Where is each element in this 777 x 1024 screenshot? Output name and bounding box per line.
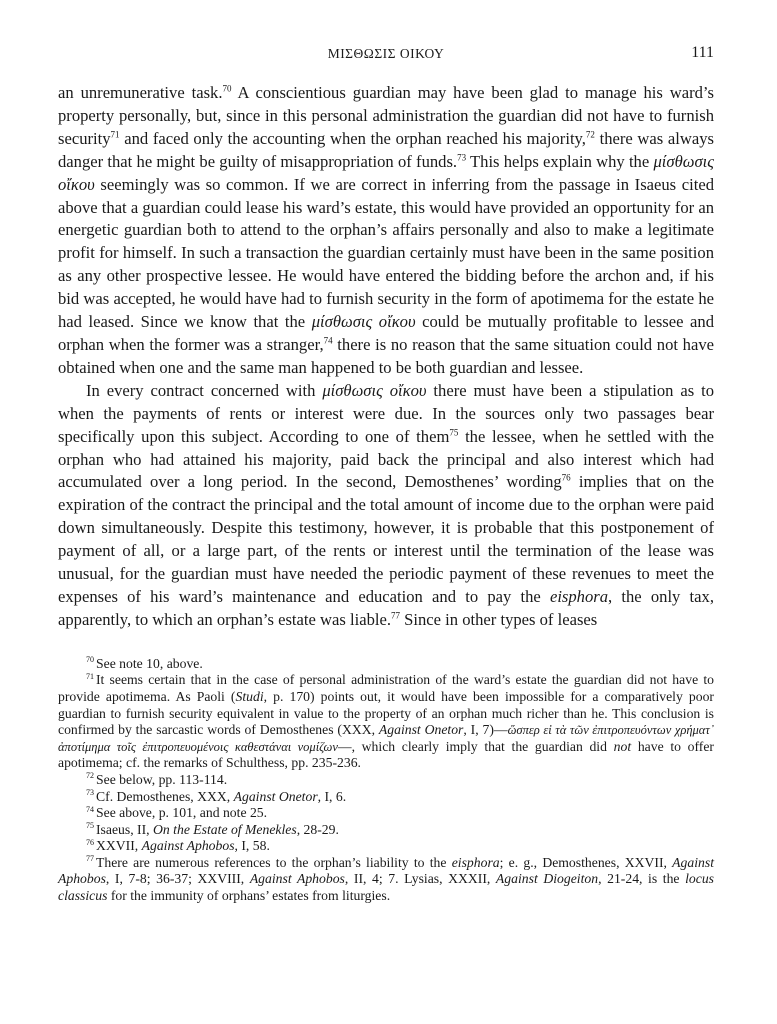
footnote-72 [58, 772, 714, 789]
footnote-text: have to offer apotimema; cf. the remarks of Schulthess, pp. 235-236. [58, 738, 714, 771]
footnote-text: XXVII, [96, 838, 142, 854]
text-run: This helps explain why the [466, 151, 654, 171]
italic-term: eisphora [451, 854, 500, 870]
footnote-76 [58, 838, 714, 855]
footnote-ref[interactable]: 74 [323, 335, 333, 346]
footnote-number: 76 [86, 837, 94, 847]
footnote-text: Cf. Demosthenes, XXX, [96, 788, 234, 804]
footnote-70 [58, 656, 714, 673]
text-run: A conscientious guardian may have been glad to manage his ward’s property personally, but, since in this personal administration the guardian did not have to furnish security [58, 83, 714, 148]
italic-emphasis: not [613, 738, 632, 754]
footnote-text: , I, 7)— [463, 722, 508, 738]
footnote-text: , II, 4; 7. Lysias, XXXII, [344, 871, 496, 887]
text-run: Since in other types of leases [400, 609, 598, 629]
text-run: there was always danger that he might be guilty of misappropriation of funds. [58, 128, 714, 171]
footnote-73 [58, 789, 714, 806]
text-run: and faced only the accounting when the orphan reached his majority, [119, 128, 586, 148]
italic-title: Against Diogeiton [495, 871, 599, 887]
footnote-ref[interactable]: 76 [561, 472, 571, 483]
text-run: there must have been a stipulation as to when the payments of rents or interest were due. In the sources only two passages bear specifically upon this subject. According to one of them [58, 380, 715, 446]
greek-term: μίσθωσις οἴκου [311, 312, 416, 332]
italic-title: Studi [235, 688, 264, 704]
footnote-ref[interactable]: 72 [585, 129, 595, 140]
text-run: implies that on the expiration of the contract the principal and the total amount of income due to the orphan were paid down simultaneously. Despite this testimony, however, it is probable that this postponement of payment of all, or a large part, of the rents or interest until the termination of the lease was unusual, for the guardian must have needed the periodic payment of these revenues to meet the expenses of his ward’s maintenance and education and to pay the [58, 472, 714, 606]
book-page [58, 44, 714, 905]
footnote-74 [58, 805, 714, 822]
footnote-ref[interactable]: 77 [391, 610, 400, 621]
italic-title: Against Onetor [378, 722, 464, 738]
footnote-text: ; e. g., Demosthenes, XXVII, [499, 854, 673, 870]
paragraph-1 [58, 82, 714, 380]
italic-title: Against Aphobos [141, 838, 235, 854]
italic-title: Against Aphobos [249, 871, 345, 887]
footnote-text: for the immunity of orphans’ estates from liturgies. [107, 888, 391, 904]
footnote-text: , p. 170) points out, it would have been impossible for a comparatively poor guardian to furnish security equivalent in value to the property of an orphan much richer than he. This conclusion is confirmed by the sarcastic words of Demosthenes (XXX, [58, 688, 714, 738]
page-number: 111 [691, 44, 714, 61]
footnote-ref[interactable]: 71 [110, 129, 120, 140]
italic-term: locus classicus [58, 871, 714, 904]
footnote-text: , 28-29. [296, 821, 339, 837]
footnote-ref[interactable]: 73 [457, 152, 467, 163]
text-run: there is no reason that the same situation could not have obtained when one and the same man happened to be both guardian and lessee. [58, 334, 714, 377]
footnote-text: , 21-24, is the [598, 871, 686, 887]
greek-quote: ὥσπερ εἰ τὰ τῶν ἐπιτροπευόντων χρήματ᾽ ἀποτίμημα τοῖς ἐπιτροπευομένοις καθεστάναι νομίζων [58, 723, 714, 754]
text-run: an unremunerative task. [58, 83, 223, 102]
italic-term: eisphora [549, 586, 609, 606]
text-run: In every contract concerned with [86, 380, 323, 400]
footnote-ref[interactable]: 75 [449, 427, 459, 438]
footnote-number: 72 [86, 771, 94, 781]
text-run: , the only tax, apparently, to which an orphan’s estate was liable. [58, 586, 714, 629]
paragraph-2 [58, 380, 714, 632]
footnote-77 [58, 855, 714, 905]
footnote-number: 73 [86, 787, 94, 797]
footnotes [58, 656, 714, 905]
footnote-number: 75 [86, 821, 94, 831]
footnote-text: There are numerous references to the orphan’s liability to the [96, 854, 452, 870]
running-title: ΜΙΣΘΩΣΙΣ ΟΙΚΟΥ [327, 46, 445, 61]
greek-term: μίσθωσις οἴκου [322, 380, 427, 400]
text-run: seemingly was so common. If we are correct in inferring from the passage in Isaeus cited above that a guardian could lease his ward’s estate, this would have provided an opportunity for an energetic guardian both to attend to the orphan’s affairs personally and also to make a legitimate profit for himself. In such a transaction the guardian certainly must have been in the same position as any other prospective lessee. He would have entered the bidding before the archon and, if his bid was accepted, he would have had to furnish security in the form of apotimema for the estate he had leased. Since we know that the [58, 174, 714, 332]
footnote-text: Isaeus, II, [96, 821, 154, 837]
footnote-number: 74 [86, 804, 94, 814]
body-text [58, 82, 714, 632]
greek-term: μίσθωσις οἴκου [58, 151, 714, 194]
text-run: the lessee, when he settled with the orphan who had attained his majority, paid back the principal and also interest which had accumulated over a long period. In the second, Demosthenes’ wording [58, 426, 714, 492]
footnote-text: —, which clearly imply that the guardian did [337, 738, 614, 754]
footnote-number: 77 [86, 854, 94, 864]
footnote-75 [58, 822, 714, 839]
italic-title: Against Aphobos [58, 854, 714, 887]
footnote-ref[interactable]: 70 [222, 83, 232, 94]
page-header [58, 44, 714, 68]
footnote-text: See above, p. 101, and note 25. [96, 805, 268, 821]
italic-title: Against Onetor [233, 788, 318, 804]
text-run: could be mutually profitable to lessee and orphan when the former was a stranger, [58, 312, 714, 354]
footnote-text: , I, 7-8; 36-37; XXVIII, [105, 871, 250, 887]
footnote-text: , I, 58. [234, 838, 270, 854]
footnote-text: It seems certain that in the case of personal administration of the ward’s estate the guardian did not have to provide apotimema. As Paoli ( [58, 672, 714, 704]
footnote-text: See note 10, above. [96, 655, 203, 671]
footnote-number: 70 [86, 655, 94, 665]
italic-title: On the Estate of Menekles [153, 821, 297, 837]
footnote-number: 71 [86, 671, 94, 681]
footnote-71 [58, 672, 714, 772]
footnote-text: See below, pp. 113-114. [96, 771, 228, 787]
footnote-text: , I, 6. [317, 788, 347, 804]
